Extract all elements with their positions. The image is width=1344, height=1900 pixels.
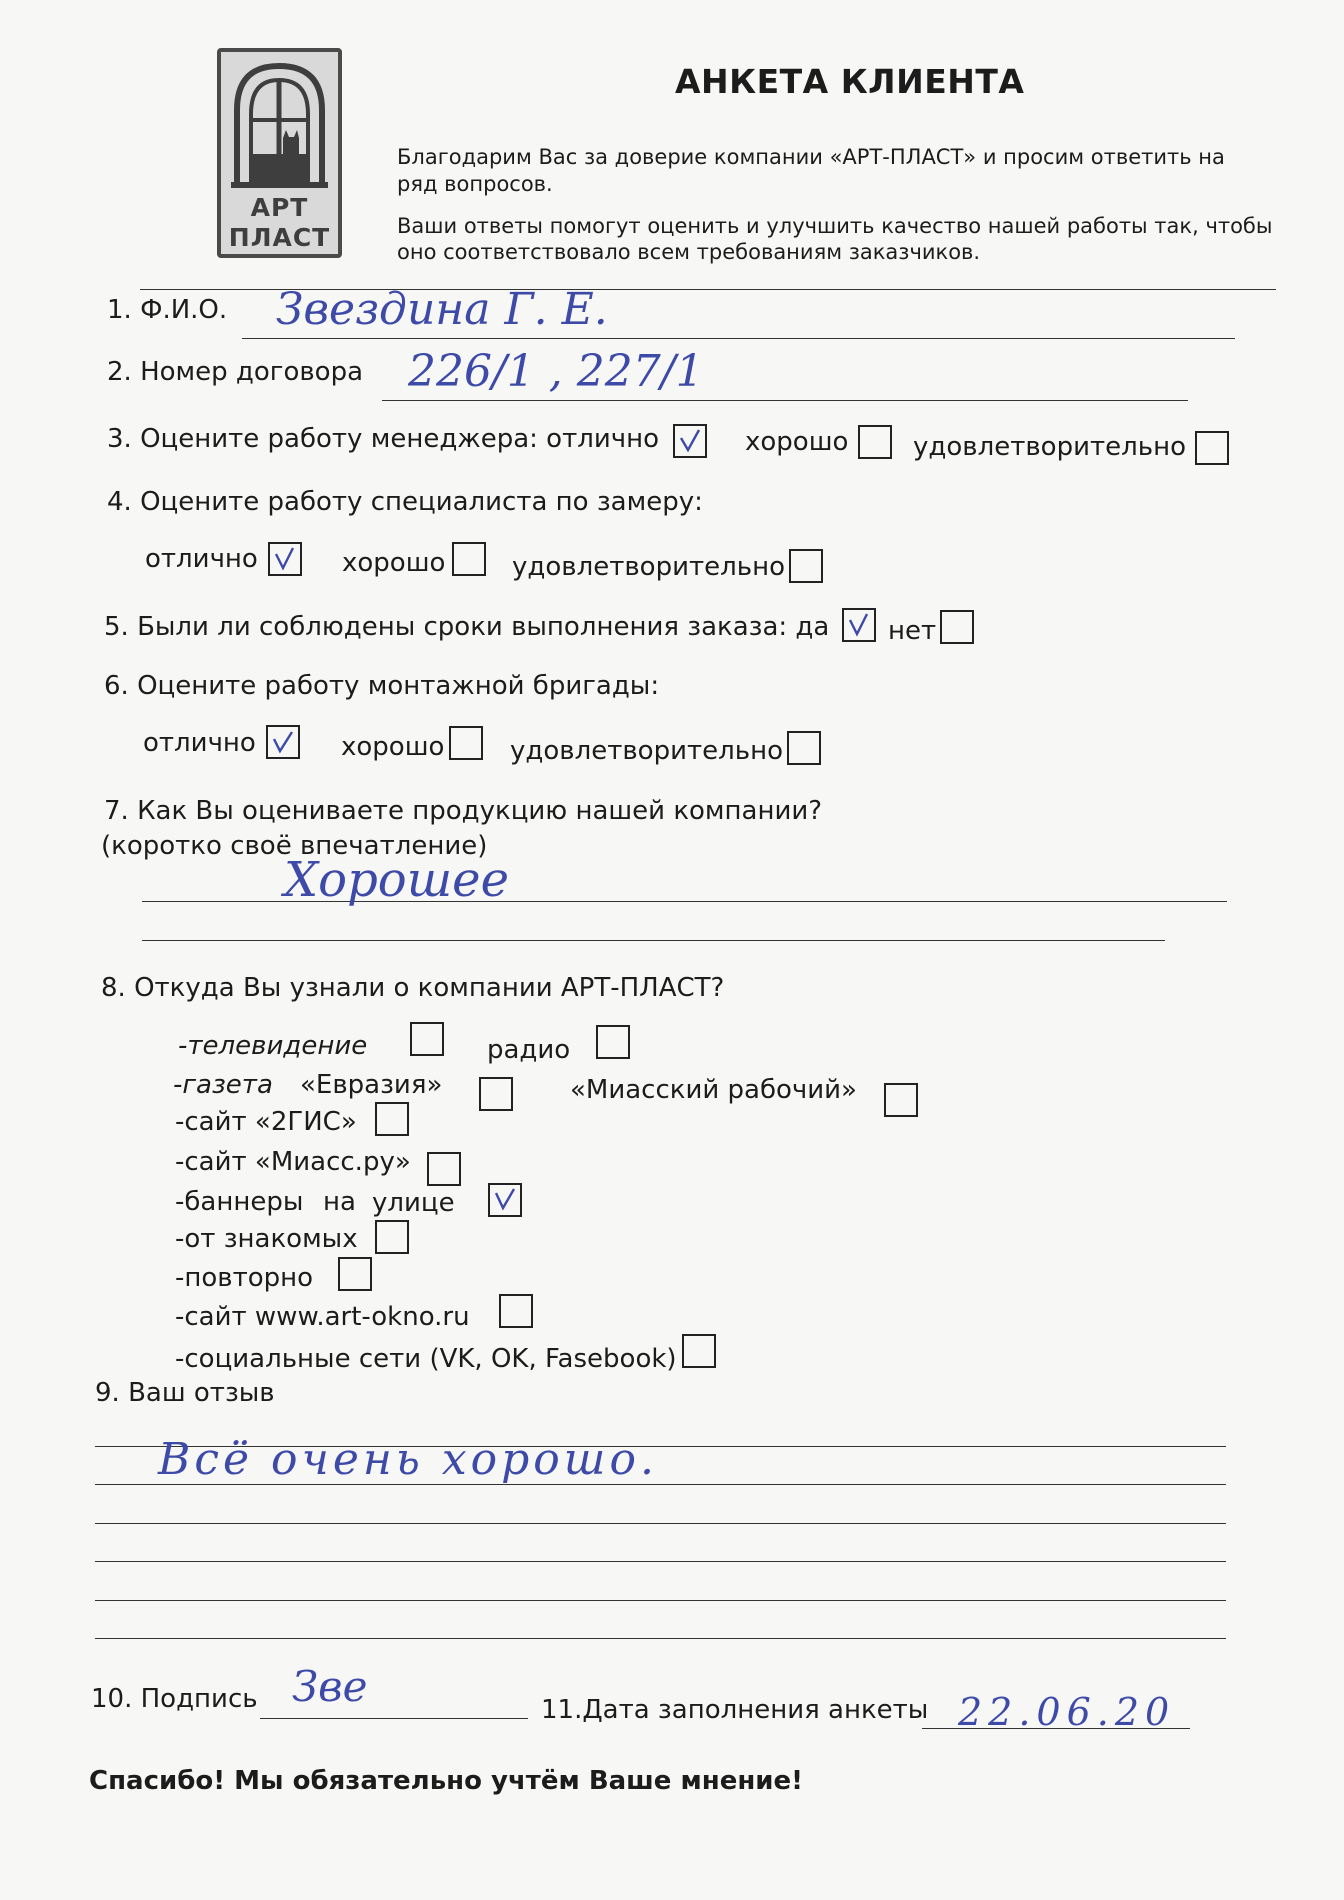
q3-label: 3. Оцените работу менеджера: отлично [107,424,660,454]
q6-good-label: хорошо [341,732,445,762]
q8-label: 8. Откуда Вы узнали о компании АРТ-ПЛАСТ? [101,973,725,1003]
q8-evrazia-checkbox[interactable] [479,1077,513,1111]
logo-text-art: АРТ [250,193,309,222]
q2-answer-line [382,400,1188,401]
intro-line-3: Ваши ответы помогут оценить и улучшить качество нашей работы так, чтобы [397,214,1273,238]
intro-line-1: Благодарим Вас за доверие компании «АРТ-ПЛАСТ» и просим ответить на [397,145,1225,169]
q11-date[interactable]: 22.06.20 [958,1690,1176,1734]
q8-banners-checkbox[interactable] [488,1183,522,1217]
q3-excellent-checkbox[interactable] [673,424,707,458]
q4-good-checkbox[interactable] [452,542,486,576]
q8-radio-checkbox[interactable] [596,1025,630,1059]
q8-banners-label-a: -баннеры [175,1187,304,1217]
q9-label: 9. Ваш отзыв [95,1378,275,1408]
q8-miass-ru-checkbox[interactable] [427,1152,461,1186]
q5-no-checkbox[interactable] [940,610,974,644]
page-title: АНКЕТА КЛИЕНТА [675,62,1025,101]
q8-2gis-label: -сайт «2ГИС» [175,1107,357,1137]
q8-repeat-checkbox[interactable] [338,1257,372,1291]
q9-line-3 [95,1523,1226,1524]
q4-satisfactory-checkbox[interactable] [789,549,823,583]
q3-good-label: хорошо [745,427,849,457]
q5-no-label: нет [888,616,937,646]
q1-answer[interactable]: Звездина Г. Е. [276,284,608,335]
q8-friends-label: -от знакомых [175,1224,358,1254]
q10-signature-line [260,1718,528,1719]
company-logo [217,48,342,258]
q8-miass-ru-label: -сайт «Миасс.ру» [175,1147,411,1177]
q6-good-checkbox[interactable] [449,726,483,760]
q8-social-checkbox[interactable] [682,1334,716,1368]
q4-label: 4. Оцените работу специалиста по замеру: [107,487,703,517]
q2-answer[interactable]: 226/1 , 227/1 [408,346,704,397]
q6-satisfactory-checkbox[interactable] [787,731,821,765]
q8-art-okno-label: -сайт www.art-okno.ru [175,1302,470,1332]
q3-good-checkbox[interactable] [858,425,892,459]
window-cat-logo-icon [231,60,328,190]
q9-line-6 [95,1638,1226,1639]
q8-2gis-checkbox[interactable] [375,1102,409,1136]
q3-satisfactory-checkbox[interactable] [1195,431,1229,465]
q8-banners-check-icon [492,1187,518,1213]
q4-satisfactory-label: удовлетворительно [512,552,785,582]
q4-excellent-check-icon [272,546,298,572]
q4-excellent-checkbox[interactable] [268,542,302,576]
q6-excellent-checkbox[interactable] [266,725,300,759]
q6-satisfactory-label: удовлетворительно [510,736,783,766]
q8-miass-worker-checkbox[interactable] [884,1083,918,1117]
q8-radio-label: радио [487,1035,571,1065]
q3-excellent-check-icon [677,428,703,454]
q8-banners-label-b: на [323,1187,356,1217]
q9-line-5 [95,1600,1226,1601]
q2-label: 2. Номер договора [107,357,364,387]
q1-answer-line [242,338,1235,339]
q8-miass-worker-label: «Миасский рабочий» [570,1075,857,1105]
footer-thanks: Спасибо! Мы обязательно учтём Ваше мнение! [89,1766,803,1796]
q5-label: 5. Были ли соблюдены сроки выполнения заказа: да [104,612,830,642]
q8-gazeta-label: -газета [173,1070,273,1100]
q7-answer-line-2 [142,940,1165,941]
q7-sub-label: (коротко своё впечатление) [101,831,488,861]
intro-line-4: оно соответствовало всем требованиям заказчиков. [397,240,981,264]
q1-label: 1. Ф.И.О. [107,295,228,325]
q5-yes-check-icon [846,612,872,638]
q8-evrazia-label: «Евразия» [300,1070,443,1100]
q9-answer[interactable]: Всё очень хорошо. [158,1434,658,1485]
q6-label: 6. Оцените работу монтажной бригады: [104,671,660,701]
q8-social-label: -социальные сети (VK, OK, Fasebook) [175,1344,677,1374]
q10-signature[interactable]: Зве [292,1662,368,1711]
q8-tv-checkbox[interactable] [410,1022,444,1056]
logo-text-plast: ПЛАСТ [228,223,331,252]
q6-excellent-label: отлично [143,728,256,758]
q7-label: 7. Как Вы оцениваете продукцию нашей компании? [104,796,823,826]
q8-tv-label: -телевидение [178,1031,368,1061]
intro-line-2: ряд вопросов. [397,172,553,196]
q8-banners-label-c: улице [372,1188,455,1218]
q8-friends-checkbox[interactable] [375,1220,409,1254]
q6-excellent-check-icon [270,729,296,755]
q3-satisfactory-label: удовлетворительно [913,432,1186,462]
q4-excellent-label: отлично [145,544,258,574]
q8-art-okno-checkbox[interactable] [499,1294,533,1328]
q8-repeat-label: -повторно [175,1263,314,1293]
q4-good-label: хорошо [342,548,446,578]
q11-label: 11.Дата заполнения анкеты [541,1695,929,1725]
q7-answer[interactable]: Хорошее [284,852,509,908]
q5-yes-checkbox[interactable] [842,608,876,642]
q10-label: 10. Подпись [91,1684,258,1714]
q9-line-4 [95,1561,1226,1562]
